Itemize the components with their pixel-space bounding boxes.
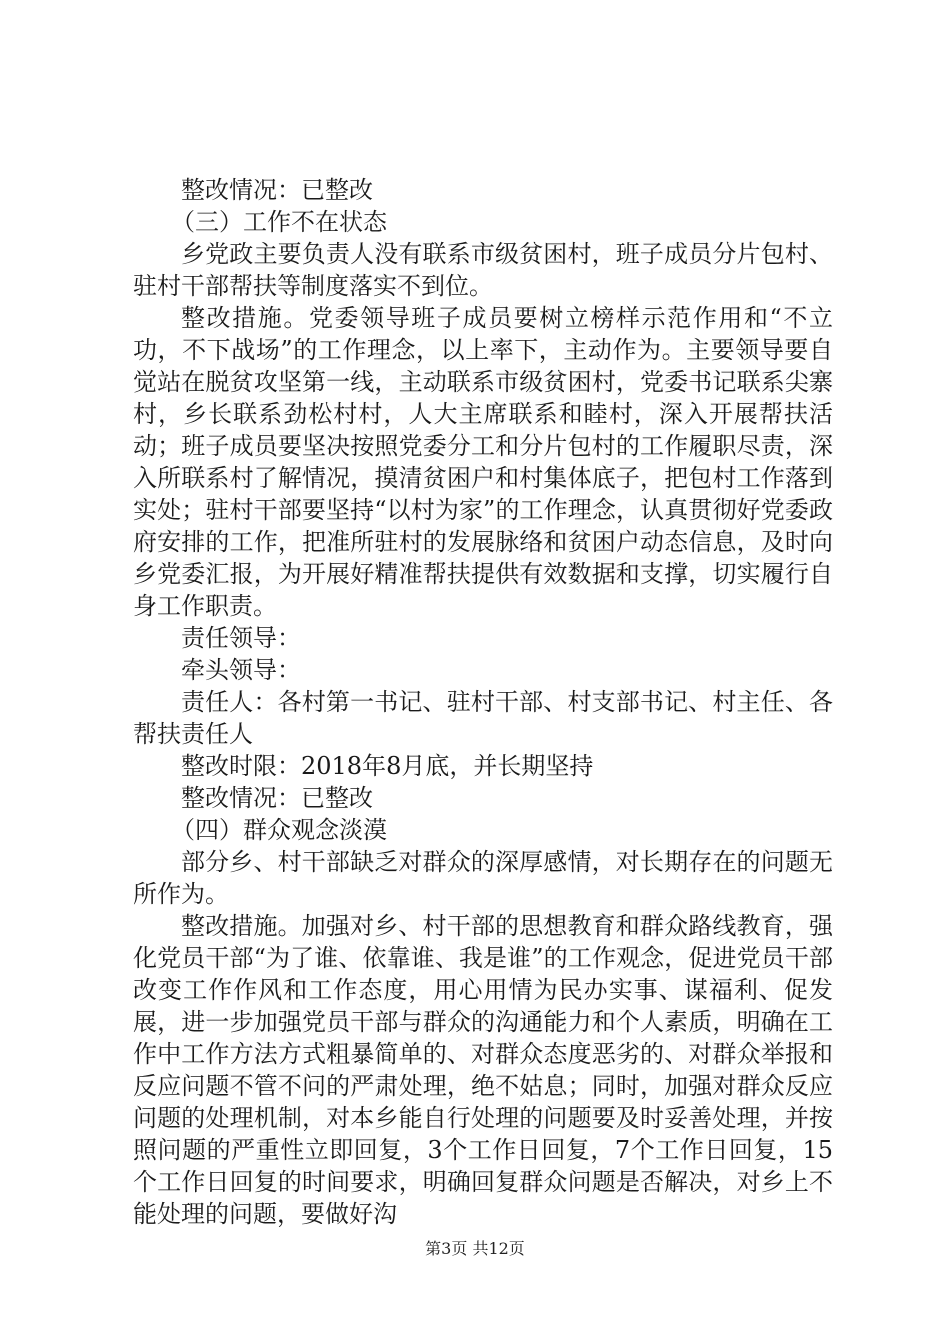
page-number-footer: 第3页 共12页	[425, 1239, 525, 1258]
rectification-deadline: 整改时限：2018年8月底，并长期坚持	[181, 752, 594, 780]
rectification-measures-3: 整改措施。党委领导班子成员要树立榜样示范作用和“不立功，不下战场”的工作理念，以上率下，主动作为。主要领导要自觉站在脱贫攻坚第一线，主动联系市级贫困村，党委书记联系尖寨村，乡长联系劲松村村，人大主席联系和睦村，深入开展帮扶活动；班子成员要坚决按照党委分工和分片包村的工作履职尽责，深入所联系村了解情况，摸清贫困户和村集体底子，把包村工作落到实处；驻村干部要坚持“以村为家”的工作理念，认真贯彻好党委政府安排的工作，把准所驻村的发展脉络和贫困户动态信息，及时向乡党委汇报，为开展好精准帮扶提供有效数据和支撑，切实履行自身工作职责。	[133, 304, 833, 620]
rectification-status-1: 整改情况：已整改	[181, 176, 373, 204]
responsible-leader: 责任领导：	[181, 624, 301, 652]
responsible-persons: 责任人：各村第一书记、驻村干部、村支部书记、村主任、各帮扶责任人	[133, 688, 833, 748]
rectification-measures-4: 整改措施。加强对乡、村干部的思想教育和群众路线教育，强化党员干部“为了谁、依靠谁、我是谁”的工作观念，促进党员干部改变工作作风和工作态度，用心用情为民办实事、谋福利、促发展，进一步加强党员干部与群众的沟通能力和个人素质，明确在工作中工作方法方式粗暴简单的、对群众态度恶劣的、对群众举报和反应问题不管不问的严肃处理，绝不姑息；同时，加强对群众反应问题的处理机制，对本乡能自行处理的问题要及时妥善处理，并按照问题的严重性立即回复，3个工作日回复，7个工作日回复，15个工作日回复的时间要求，明确回复群众问题是否解决，对乡上不能处理的问题，要做好沟	[133, 912, 833, 1228]
section-heading-4: （四）群众观念淡漠	[171, 816, 387, 844]
section-heading-3: （三）工作不在状态	[171, 208, 387, 236]
lead-leader: 牵头领导：	[181, 656, 301, 684]
rectification-status-2: 整改情况：已整改	[181, 784, 373, 812]
problem-description-3: 乡党政主要负责人没有联系市级贫困村，班子成员分片包村、驻村干部帮扶等制度落实不到位。	[133, 240, 833, 300]
document-body	[133, 174, 833, 1230]
problem-description-4: 部分乡、村干部缺乏对群众的深厚感情，对长期存在的问题无所作为。	[133, 848, 833, 908]
